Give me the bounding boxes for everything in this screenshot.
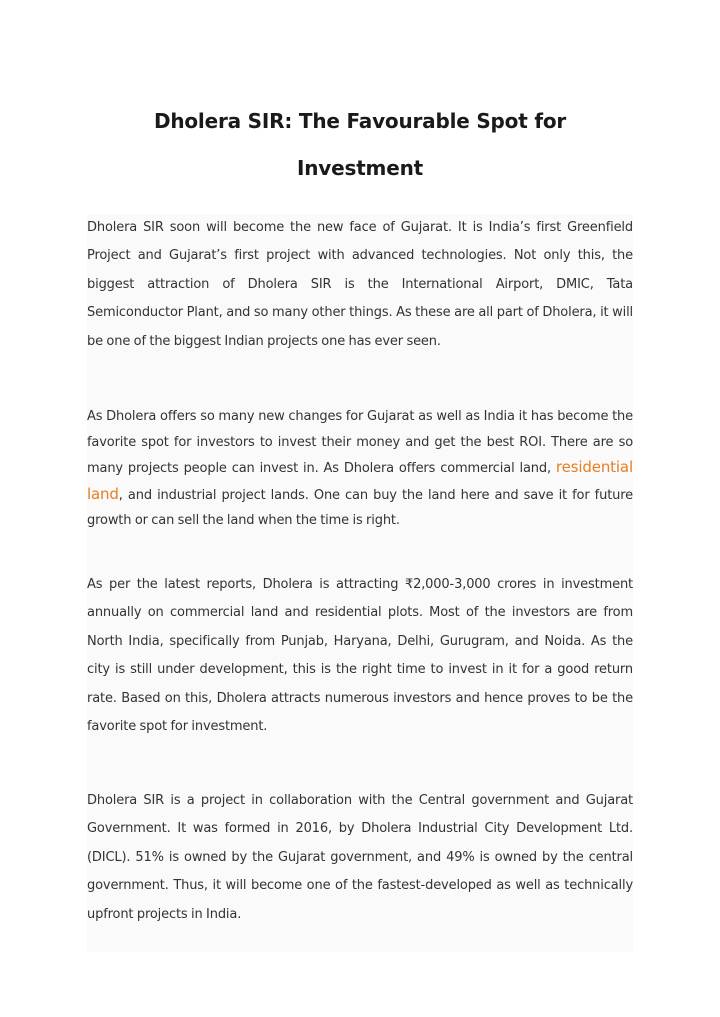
paragraph-text-after-link: , and industrial project lands. One can buy the land here and save it for future growth or can sell the land when the time is right. [87, 487, 633, 528]
page-title-line-1: Dholera SIR: The Favourable Spot for [153, 109, 567, 133]
residential-land-link[interactable]: residential land [87, 458, 633, 503]
page-title-line-2: Investment [297, 156, 423, 180]
paragraph-latest-reports: As per the latest reports, Dholera is attracting ₹2,000-3,000 crores in investment annually on commercial land and residential plots. Most of the investors are from North India, specifically from Punjab, Haryana, Delhi, Gurugram, and Noida. As the city is still under development, this is the right time to invest in it for a good return rate. Based on this, Dholera attracts numerous investors and hence proves to be the favorite spot for investment. [87, 577, 633, 735]
paragraph-collaboration: Dholera SIR is a project in collaboration with the Central government and Gujarat Government. It was formed in 2016, by Dholera Industrial City Development Ltd. (DICL). 51% is owned by the Gujarat government, and 49% is owned by the central government. Thus, it will become one of the fastest-developed as well as technically upfront projects in India. [87, 793, 633, 922]
paragraph-intro: Dholera SIR soon will become the new face of Gujarat. It is India’s first Greenfield Project and Gujarat’s first project with advanced technologies. Not only this, the biggest attraction of Dholera SIR is the International Airport, DMIC, Tata Semiconductor Plant, and so many other things. As these are all part of Dholera, it will be one of the biggest Indian projects one has ever seen. [87, 220, 633, 349]
page-title [0, 98, 720, 192]
paragraph-text-before-link: As Dholera offers so many new changes for Gujarat as well as India it has become the favorite spot for investors to invest their money and get the best ROI. There are so many projects people can invest in. As Dholera offers commercial land, [87, 409, 633, 476]
paragraph-investment-spot [87, 404, 633, 534]
article-body [87, 214, 633, 952]
